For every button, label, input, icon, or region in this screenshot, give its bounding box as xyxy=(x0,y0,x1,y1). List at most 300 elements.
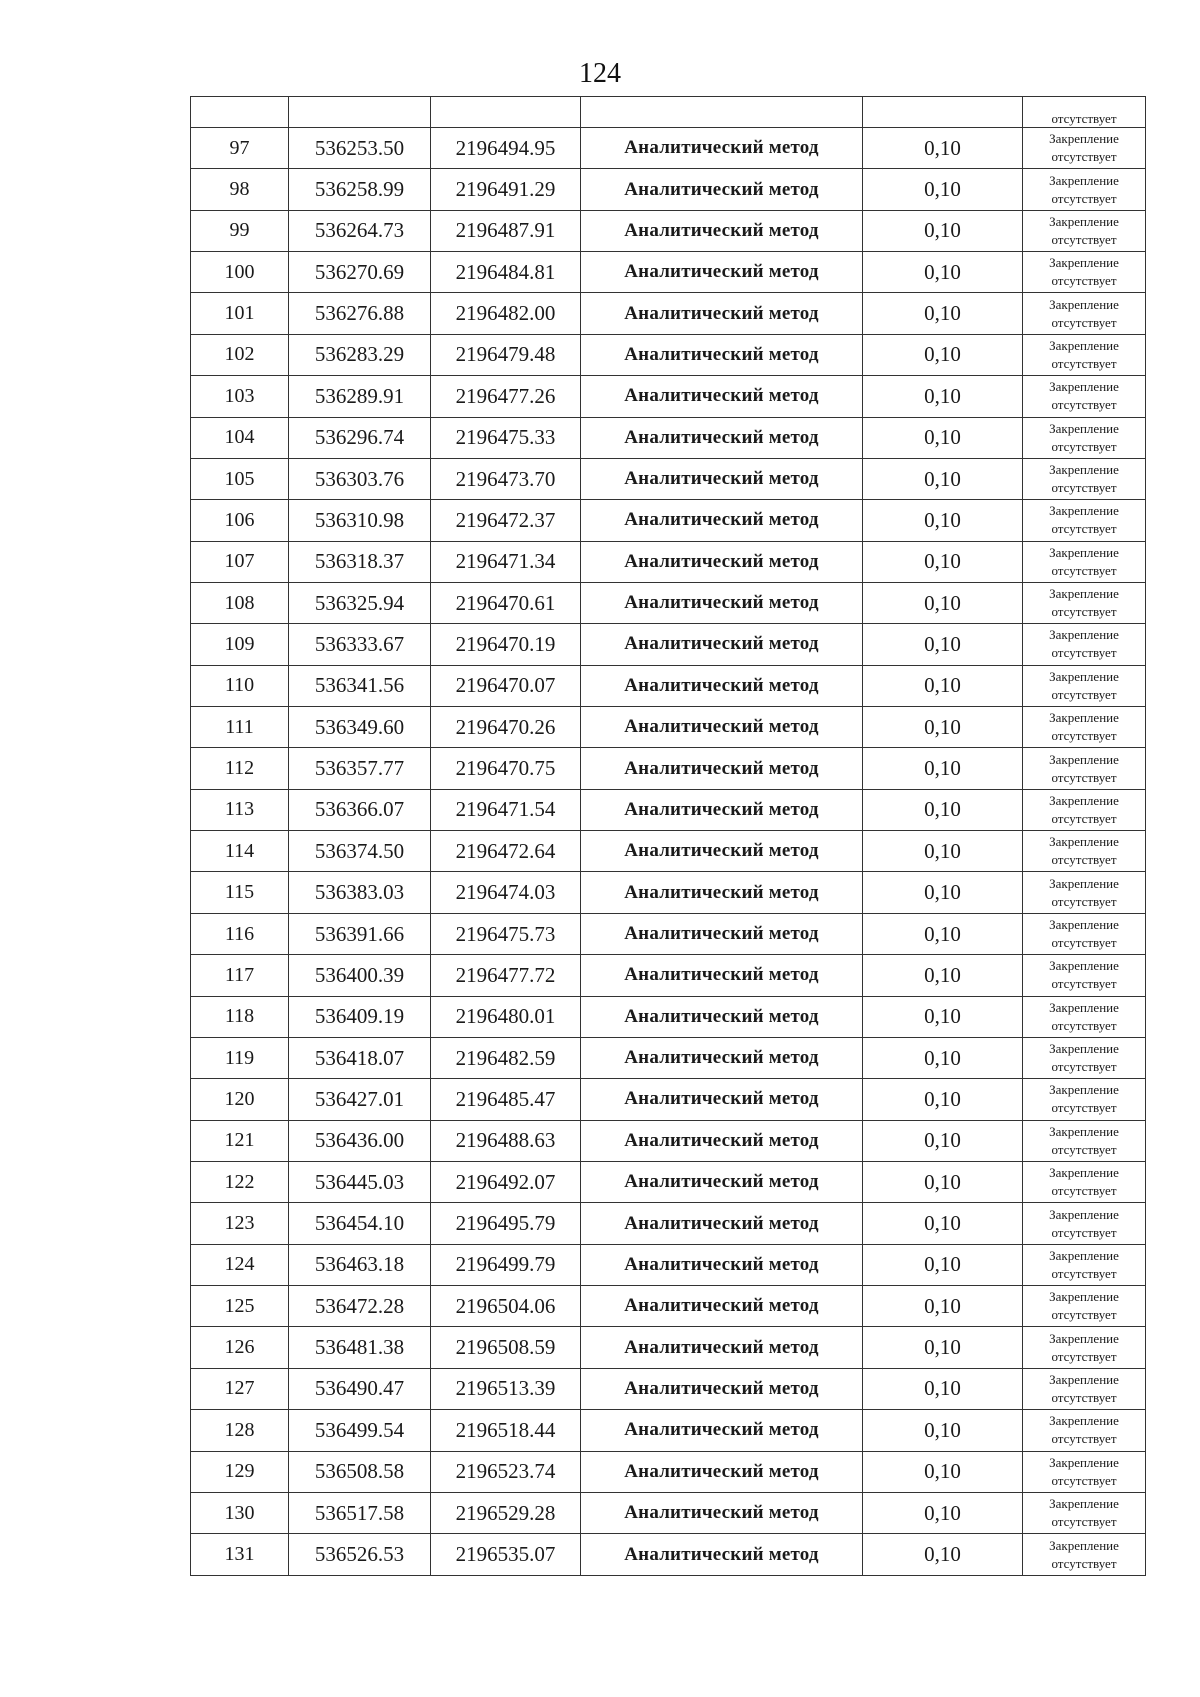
fixing-line-2: отсутствует xyxy=(1051,149,1117,165)
method-cell: Аналитический метод xyxy=(581,458,863,499)
fixing-description-cell xyxy=(1023,252,1146,293)
point-number-cell: 131 xyxy=(191,1534,289,1576)
fixing-line-1: Закрепление xyxy=(1049,710,1119,726)
fixing-line-2: отсутствует xyxy=(1051,1472,1117,1488)
method-cell: Аналитический метод xyxy=(581,789,863,830)
point-number-cell: 128 xyxy=(191,1410,289,1451)
point-number-cell: 115 xyxy=(191,872,289,913)
fixing-line-1: Закрепление xyxy=(1049,1537,1119,1553)
fixing-line-2: отсутствует xyxy=(1051,314,1117,330)
fixing-description-cell xyxy=(1023,376,1146,417)
fixing-line-1: Закрепление xyxy=(1049,503,1119,519)
accuracy-cell: 0,10 xyxy=(863,1120,1023,1161)
empty-cell xyxy=(581,97,863,128)
fixing-line-1: Закрепление xyxy=(1049,337,1119,353)
method-cell: Аналитический метод xyxy=(581,293,863,334)
method-cell: Аналитический метод xyxy=(581,1327,863,1368)
fixing-line-1: Закрепление xyxy=(1049,1041,1119,1057)
point-number-cell: 130 xyxy=(191,1492,289,1533)
fixing-line-1: Закрепление xyxy=(1049,462,1119,478)
page-number: 124 xyxy=(579,58,621,89)
fixing-line-2: отсутствует xyxy=(1051,810,1117,826)
table-row xyxy=(191,831,1146,872)
point-number-cell: 109 xyxy=(191,624,289,665)
x-coordinate-cell: 536289.91 xyxy=(289,376,431,417)
point-number-cell: 117 xyxy=(191,955,289,996)
accuracy-cell: 0,10 xyxy=(863,955,1023,996)
method-cell: Аналитический метод xyxy=(581,748,863,789)
x-coordinate-cell: 536258.99 xyxy=(289,169,431,210)
fixing-line-1: Закрепление xyxy=(1049,1413,1119,1429)
fixing-line-1: Закрепление xyxy=(1049,213,1119,229)
table-row xyxy=(191,1492,1146,1533)
fixing-description-cell xyxy=(1023,831,1146,872)
y-coordinate-cell: 2196471.54 xyxy=(431,789,581,830)
y-coordinate-cell: 2196470.07 xyxy=(431,665,581,706)
fixing-line-2: отсутствует xyxy=(1051,769,1117,785)
table-row xyxy=(191,541,1146,582)
y-coordinate-cell: 2196508.59 xyxy=(431,1327,581,1368)
fixing-description-cell xyxy=(1023,1079,1146,1120)
table-row xyxy=(191,748,1146,789)
method-cell: Аналитический метод xyxy=(581,582,863,623)
y-coordinate-cell: 2196495.79 xyxy=(431,1203,581,1244)
x-coordinate-cell: 536526.53 xyxy=(289,1534,431,1576)
fixing-description-cell xyxy=(1023,1037,1146,1078)
accuracy-cell: 0,10 xyxy=(863,707,1023,748)
fixing-line-2: отсутствует xyxy=(1051,438,1117,454)
method-cell: Аналитический метод xyxy=(581,913,863,954)
y-coordinate-cell: 2196523.74 xyxy=(431,1451,581,1492)
y-coordinate-cell: 2196488.63 xyxy=(431,1120,581,1161)
fixing-line-2: отсутствует xyxy=(1051,1017,1117,1033)
method-cell: Аналитический метод xyxy=(581,1286,863,1327)
x-coordinate-cell: 536325.94 xyxy=(289,582,431,623)
method-cell: Аналитический метод xyxy=(581,1368,863,1409)
y-coordinate-cell: 2196494.95 xyxy=(431,128,581,169)
y-coordinate-cell: 2196482.59 xyxy=(431,1037,581,1078)
fixing-line-1: Закрепление xyxy=(1049,296,1119,312)
fixing-line-1: Закрепление xyxy=(1049,1371,1119,1387)
y-coordinate-cell: 2196535.07 xyxy=(431,1534,581,1576)
fixing-line-2: отсутствует xyxy=(1051,1265,1117,1281)
fixing-line-1: Закрепление xyxy=(1049,1454,1119,1470)
fixing-line-1: Закрепление xyxy=(1049,586,1119,602)
y-coordinate-cell: 2196470.26 xyxy=(431,707,581,748)
accuracy-cell: 0,10 xyxy=(863,1410,1023,1451)
x-coordinate-cell: 536276.88 xyxy=(289,293,431,334)
fixing-line-2: отсутствует xyxy=(1051,1555,1117,1571)
y-coordinate-cell: 2196491.29 xyxy=(431,169,581,210)
point-number-cell: 129 xyxy=(191,1451,289,1492)
table-row xyxy=(191,1410,1146,1451)
accuracy-cell: 0,10 xyxy=(863,1203,1023,1244)
y-coordinate-cell: 2196499.79 xyxy=(431,1244,581,1285)
method-cell: Аналитический метод xyxy=(581,1161,863,1202)
fixing-line-2: отсутствует xyxy=(1051,562,1117,578)
accuracy-cell: 0,10 xyxy=(863,624,1023,665)
fixing-description-cell xyxy=(1023,334,1146,375)
accuracy-cell: 0,10 xyxy=(863,541,1023,582)
point-number-cell: 121 xyxy=(191,1120,289,1161)
point-number-cell: 100 xyxy=(191,252,289,293)
method-cell: Аналитический метод xyxy=(581,210,863,251)
point-number-cell: 120 xyxy=(191,1079,289,1120)
fixing-line-1: Закрепление xyxy=(1049,1206,1119,1222)
fixing-description-cell xyxy=(1023,789,1146,830)
table-row xyxy=(191,789,1146,830)
x-coordinate-cell: 536472.28 xyxy=(289,1286,431,1327)
fixing-line-2: отсутствует xyxy=(1051,1224,1117,1240)
x-coordinate-cell: 536341.56 xyxy=(289,665,431,706)
fixing-line-1: Закрепление xyxy=(1049,668,1119,684)
point-number-cell: 122 xyxy=(191,1161,289,1202)
fixing-description-cell xyxy=(1023,582,1146,623)
fixing-line-1: Закрепление xyxy=(1049,917,1119,932)
x-coordinate-cell: 536508.58 xyxy=(289,1451,431,1492)
accuracy-cell: 0,10 xyxy=(863,500,1023,541)
fixing-description-cell xyxy=(1023,665,1146,706)
fixing-line-2: отсутствует xyxy=(1051,1431,1117,1447)
y-coordinate-cell: 2196475.73 xyxy=(431,913,581,954)
fixing-description-cell xyxy=(1023,872,1146,913)
table-row xyxy=(191,417,1146,458)
accuracy-cell: 0,10 xyxy=(863,996,1023,1037)
x-coordinate-cell: 536264.73 xyxy=(289,210,431,251)
fixing-line-1: Закрепление xyxy=(1049,1247,1119,1263)
x-coordinate-cell: 536310.98 xyxy=(289,500,431,541)
point-number-cell: 101 xyxy=(191,293,289,334)
fixing-line-2: отсутствует xyxy=(1051,1389,1117,1405)
fixing-line-2: отсутствует xyxy=(1051,273,1117,289)
accuracy-cell: 0,10 xyxy=(863,665,1023,706)
accuracy-cell: 0,10 xyxy=(863,872,1023,913)
fixing-line-1: Закрепление xyxy=(1049,131,1119,147)
fixing-line-1: Закрепление xyxy=(1049,1330,1119,1346)
coordinates-table xyxy=(190,96,1146,1576)
x-coordinate-cell: 536303.76 xyxy=(289,458,431,499)
fixing-line-2: отсутствует xyxy=(1051,893,1117,909)
method-cell: Аналитический метод xyxy=(581,128,863,169)
fixing-description-cell xyxy=(1023,955,1146,996)
accuracy-cell: 0,10 xyxy=(863,1492,1023,1533)
fixing-description-cell xyxy=(1023,1534,1146,1576)
fixing-description-cell xyxy=(1023,1161,1146,1202)
accuracy-cell: 0,10 xyxy=(863,1451,1023,1492)
table-row xyxy=(191,1327,1146,1368)
y-coordinate-cell: 2196479.48 xyxy=(431,334,581,375)
empty-cell xyxy=(289,97,431,128)
fixing-description-cell xyxy=(1023,624,1146,665)
accuracy-cell: 0,10 xyxy=(863,1244,1023,1285)
table-row xyxy=(191,210,1146,251)
x-coordinate-cell: 536283.29 xyxy=(289,334,431,375)
fixing-line-1: Закрепление xyxy=(1049,420,1119,436)
method-cell: Аналитический метод xyxy=(581,872,863,913)
method-cell: Аналитический метод xyxy=(581,831,863,872)
fixing-description-cell xyxy=(1023,293,1146,334)
point-number-cell: 106 xyxy=(191,500,289,541)
table-row xyxy=(191,872,1146,913)
fixing-description-cell xyxy=(1023,707,1146,748)
point-number-cell: 114 xyxy=(191,831,289,872)
point-number-cell: 110 xyxy=(191,665,289,706)
x-coordinate-cell: 536349.60 xyxy=(289,707,431,748)
point-number-cell: 104 xyxy=(191,417,289,458)
point-number-cell: 118 xyxy=(191,996,289,1037)
fixing-line-1: Закрепление xyxy=(1049,751,1119,767)
x-coordinate-cell: 536391.66 xyxy=(289,913,431,954)
fixing-line-1: Закрепление xyxy=(1049,999,1119,1015)
point-number-cell: 123 xyxy=(191,1203,289,1244)
method-cell: Аналитический метод xyxy=(581,1410,863,1451)
y-coordinate-cell: 2196477.26 xyxy=(431,376,581,417)
fixing-line-2: отсутствует xyxy=(1051,852,1117,868)
table-row xyxy=(191,293,1146,334)
fixing-line-1: Закрепление xyxy=(1049,172,1119,188)
accuracy-cell: 0,10 xyxy=(863,582,1023,623)
y-coordinate-cell: 2196470.61 xyxy=(431,582,581,623)
fixing-description-cell xyxy=(1023,417,1146,458)
table-row xyxy=(191,458,1146,499)
accuracy-cell: 0,10 xyxy=(863,293,1023,334)
point-number-cell: 98 xyxy=(191,169,289,210)
fixing-line-2: отсутствует xyxy=(1051,1141,1117,1157)
accuracy-cell: 0,10 xyxy=(863,1534,1023,1576)
method-cell: Аналитический метод xyxy=(581,541,863,582)
x-coordinate-cell: 536270.69 xyxy=(289,252,431,293)
y-coordinate-cell: 2196472.37 xyxy=(431,500,581,541)
fixing-description-cell xyxy=(1023,169,1146,210)
fixing-line-2: отсутствует xyxy=(1051,1348,1117,1364)
table-row xyxy=(191,1286,1146,1327)
accuracy-cell: 0,10 xyxy=(863,1327,1023,1368)
table-row xyxy=(191,376,1146,417)
x-coordinate-cell: 536463.18 xyxy=(289,1244,431,1285)
fixing-description-cell xyxy=(1023,210,1146,251)
table-row xyxy=(191,1534,1146,1576)
y-coordinate-cell: 2196475.33 xyxy=(431,417,581,458)
point-number-cell: 119 xyxy=(191,1037,289,1078)
fixing-line-1: Закрепление xyxy=(1049,544,1119,560)
fixing-line-2: отсутствует xyxy=(1051,935,1117,950)
accuracy-cell: 0,10 xyxy=(863,210,1023,251)
point-number-cell: 124 xyxy=(191,1244,289,1285)
fixing-line-2: отсутствует xyxy=(1051,645,1117,661)
x-coordinate-cell: 536517.58 xyxy=(289,1492,431,1533)
table-row xyxy=(191,955,1146,996)
method-cell: Аналитический метод xyxy=(581,996,863,1037)
fixing-line-2: отсутствует xyxy=(1051,1307,1117,1323)
fixing-line-2: отсутствует xyxy=(1051,521,1117,537)
fixing-description-cell xyxy=(1023,1368,1146,1409)
fixing-line-2: отсутствует xyxy=(1051,1059,1117,1075)
method-cell: Аналитический метод xyxy=(581,1492,863,1533)
point-number-cell: 108 xyxy=(191,582,289,623)
fixing-description-cell xyxy=(1023,500,1146,541)
empty-cell xyxy=(863,97,1023,128)
accuracy-cell: 0,10 xyxy=(863,831,1023,872)
table-row xyxy=(191,169,1146,210)
method-cell: Аналитический метод xyxy=(581,169,863,210)
x-coordinate-cell: 536445.03 xyxy=(289,1161,431,1202)
fixing-line-2: отсутствует xyxy=(1051,604,1117,620)
table-row xyxy=(191,500,1146,541)
x-coordinate-cell: 536296.74 xyxy=(289,417,431,458)
y-coordinate-cell: 2196470.19 xyxy=(431,624,581,665)
table-row xyxy=(191,334,1146,375)
y-coordinate-cell: 2196513.39 xyxy=(431,1368,581,1409)
y-coordinate-cell: 2196518.44 xyxy=(431,1410,581,1451)
x-coordinate-cell: 536418.07 xyxy=(289,1037,431,1078)
accuracy-cell: 0,10 xyxy=(863,252,1023,293)
accuracy-cell: 0,10 xyxy=(863,1037,1023,1078)
table-row xyxy=(191,252,1146,293)
x-coordinate-cell: 536436.00 xyxy=(289,1120,431,1161)
y-coordinate-cell: 2196485.47 xyxy=(431,1079,581,1120)
x-coordinate-cell: 536499.54 xyxy=(289,1410,431,1451)
table-row xyxy=(191,707,1146,748)
method-cell: Аналитический метод xyxy=(581,376,863,417)
point-number-cell: 126 xyxy=(191,1327,289,1368)
y-coordinate-cell: 2196471.34 xyxy=(431,541,581,582)
fixing-line-1: Закрепление xyxy=(1049,875,1119,891)
point-number-cell: 103 xyxy=(191,376,289,417)
point-number-cell: 102 xyxy=(191,334,289,375)
accuracy-cell: 0,10 xyxy=(863,376,1023,417)
x-coordinate-cell: 536374.50 xyxy=(289,831,431,872)
fixing-description-cell xyxy=(1023,1120,1146,1161)
fix-continued-cell: отсутствует xyxy=(1023,97,1146,128)
fixing-line-1: Закрепление xyxy=(1049,1123,1119,1139)
y-coordinate-cell: 2196477.72 xyxy=(431,955,581,996)
fixing-description-cell xyxy=(1023,1286,1146,1327)
accuracy-cell: 0,10 xyxy=(863,748,1023,789)
fixing-description-cell xyxy=(1023,1451,1146,1492)
x-coordinate-cell: 536333.67 xyxy=(289,624,431,665)
method-cell: Аналитический метод xyxy=(581,334,863,375)
point-number-cell: 107 xyxy=(191,541,289,582)
accuracy-cell: 0,10 xyxy=(863,458,1023,499)
fixing-description-cell xyxy=(1023,748,1146,789)
fixing-line-1: Закрепление xyxy=(1049,379,1119,395)
fixing-line-2: отсутствует xyxy=(1051,1183,1117,1199)
fixing-line-1: Закрепление xyxy=(1049,1082,1119,1098)
method-cell: Аналитический метод xyxy=(581,1203,863,1244)
point-number-cell: 112 xyxy=(191,748,289,789)
method-cell: Аналитический метод xyxy=(581,665,863,706)
fixing-line-1: Закрепление xyxy=(1049,958,1119,974)
point-number-cell: 113 xyxy=(191,789,289,830)
x-coordinate-cell: 536427.01 xyxy=(289,1079,431,1120)
fixing-line-1: Закрепление xyxy=(1049,255,1119,271)
fixing-line-2: отсутствует xyxy=(1051,1100,1117,1116)
fixing-line-2: отсутствует xyxy=(1051,480,1117,496)
point-number-cell: 127 xyxy=(191,1368,289,1409)
table-row xyxy=(191,128,1146,169)
point-number-cell: 111 xyxy=(191,707,289,748)
method-cell: Аналитический метод xyxy=(581,624,863,665)
point-number-cell: 116 xyxy=(191,913,289,954)
y-coordinate-cell: 2196504.06 xyxy=(431,1286,581,1327)
y-coordinate-cell: 2196480.01 xyxy=(431,996,581,1037)
table-row xyxy=(191,1161,1146,1202)
point-number-cell: 125 xyxy=(191,1286,289,1327)
table-row xyxy=(191,582,1146,623)
fixing-line-2: отсутствует xyxy=(1051,728,1117,744)
y-coordinate-cell: 2196487.91 xyxy=(431,210,581,251)
accuracy-cell: 0,10 xyxy=(863,417,1023,458)
fixing-line-1: Закрепление xyxy=(1049,627,1119,643)
method-cell: Аналитический метод xyxy=(581,1120,863,1161)
fixing-line-2: отсутствует xyxy=(1051,976,1117,992)
fixing-line-2: отсутствует xyxy=(1051,686,1117,702)
accuracy-cell: 0,10 xyxy=(863,334,1023,375)
y-coordinate-cell: 2196482.00 xyxy=(431,293,581,334)
point-number-cell: 97 xyxy=(191,128,289,169)
y-coordinate-cell: 2196473.70 xyxy=(431,458,581,499)
method-cell: Аналитический метод xyxy=(581,252,863,293)
table-row xyxy=(191,1368,1146,1409)
table-row xyxy=(191,1037,1146,1078)
fixing-description-cell xyxy=(1023,1410,1146,1451)
fixing-description-cell xyxy=(1023,1327,1146,1368)
table-row xyxy=(191,624,1146,665)
table-row xyxy=(191,1203,1146,1244)
fixing-description-cell xyxy=(1023,1244,1146,1285)
point-number-cell: 105 xyxy=(191,458,289,499)
fixing-description-cell xyxy=(1023,996,1146,1037)
accuracy-cell: 0,10 xyxy=(863,1286,1023,1327)
fixing-line-1: Закрепление xyxy=(1049,792,1119,808)
method-cell: Аналитический метод xyxy=(581,707,863,748)
fixing-description-cell xyxy=(1023,458,1146,499)
y-coordinate-cell: 2196492.07 xyxy=(431,1161,581,1202)
fixing-description-cell xyxy=(1023,128,1146,169)
table-row xyxy=(191,1244,1146,1285)
y-coordinate-cell: 2196472.64 xyxy=(431,831,581,872)
method-cell: Аналитический метод xyxy=(581,1079,863,1120)
table-row xyxy=(191,913,1146,954)
accuracy-cell: 0,10 xyxy=(863,913,1023,954)
method-cell: Аналитический метод xyxy=(581,1534,863,1576)
y-coordinate-cell: 2196529.28 xyxy=(431,1492,581,1533)
fixing-line-1: Закрепление xyxy=(1049,834,1119,850)
fixing-line-2: отсутствует xyxy=(1051,190,1117,206)
x-coordinate-cell: 536481.38 xyxy=(289,1327,431,1368)
x-coordinate-cell: 536318.37 xyxy=(289,541,431,582)
y-coordinate-cell: 2196474.03 xyxy=(431,872,581,913)
y-coordinate-cell: 2196484.81 xyxy=(431,252,581,293)
table-row xyxy=(191,1120,1146,1161)
fixing-line-2: отсутствует xyxy=(1051,355,1117,371)
fixing-description-cell xyxy=(1023,1203,1146,1244)
method-cell: Аналитический метод xyxy=(581,1451,863,1492)
point-number-cell: 99 xyxy=(191,210,289,251)
accuracy-cell: 0,10 xyxy=(863,1368,1023,1409)
fixing-line-1: Закрепление xyxy=(1049,1289,1119,1305)
method-cell: Аналитический метод xyxy=(581,500,863,541)
table-row xyxy=(191,665,1146,706)
accuracy-cell: 0,10 xyxy=(863,128,1023,169)
method-cell: Аналитический метод xyxy=(581,417,863,458)
fixing-line-2: отсутствует xyxy=(1051,397,1117,413)
fixing-line-2: отсутствует xyxy=(1051,1514,1117,1530)
x-coordinate-cell: 536383.03 xyxy=(289,872,431,913)
method-cell: Аналитический метод xyxy=(581,955,863,996)
empty-cell xyxy=(191,97,289,128)
x-coordinate-cell: 536409.19 xyxy=(289,996,431,1037)
